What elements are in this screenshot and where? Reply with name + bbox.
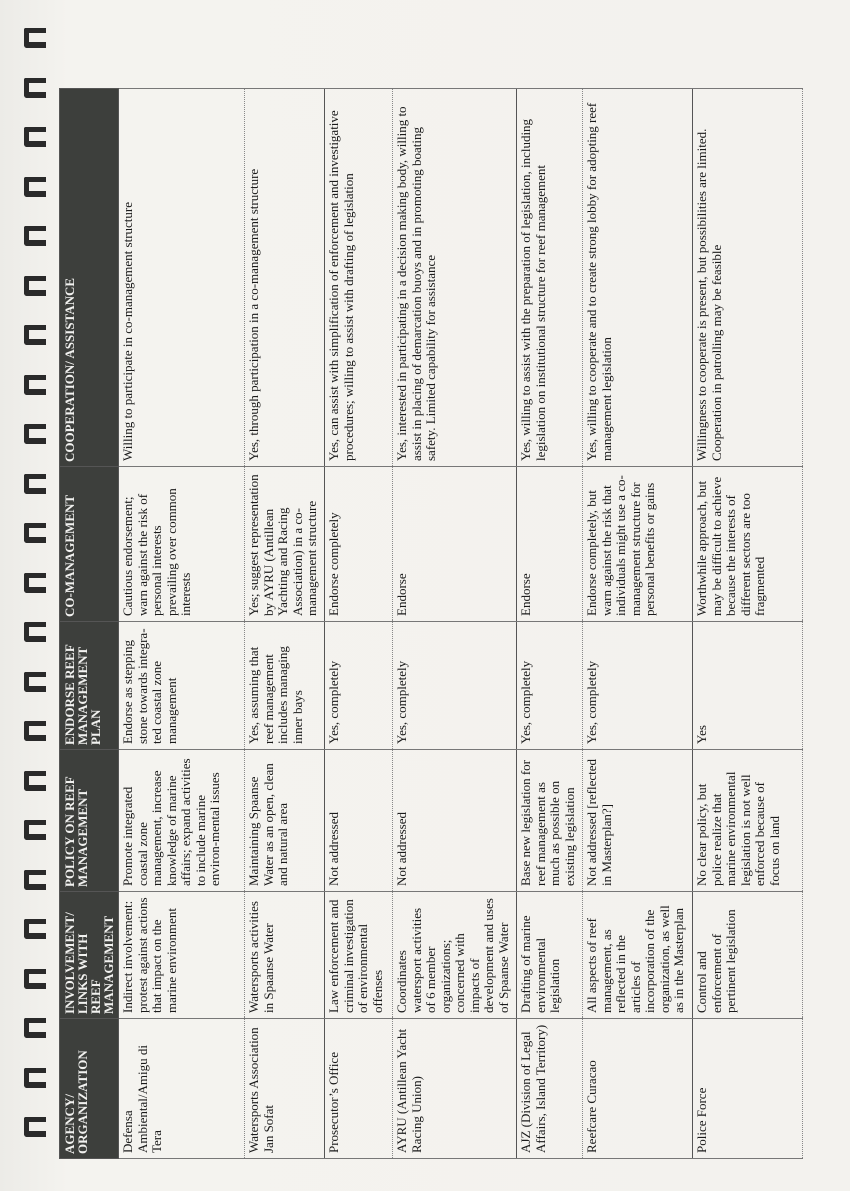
cell-comanagement: Worthwhile approach, but may be difficult to achieve because the interests of different sectors are too fragmented — [693, 467, 803, 622]
cell-agency: Police Force — [693, 1019, 803, 1159]
cell-agency: AJZ (Division of Legal Affairs, Island Territory) — [517, 1019, 583, 1159]
cell-agency: Watersports Association Jan Sofat — [245, 1019, 325, 1159]
cell-endorse: Yes, assuming that reef management includes managing inner bays — [245, 622, 325, 750]
cell-policy: Base new legislation for reef management as much as possible on existing legislation — [517, 750, 583, 892]
cell-policy: Not addressed — [393, 750, 517, 892]
binding-ring — [24, 870, 46, 890]
cell-comanagement: Endorse completely — [325, 467, 393, 622]
stakeholder-table — [59, 88, 803, 1159]
cell-involvement: Indirect involvement: protest against actions that impact on the marine environment — [119, 892, 245, 1019]
cell-cooperation: Yes, can assist with simplification of enforcement and investigative procedures; willing to assist with drafting of legislation — [325, 89, 393, 467]
cell-policy: Promote integrated coastal zone management, increase knowledge of marine affairs; expand activities to include marine environ-mental issues — [119, 750, 245, 892]
cell-involvement: Control and enforcement of pertinent legislation — [693, 892, 803, 1019]
cell-endorse: Yes, completely — [393, 622, 517, 750]
cell-involvement: Watersports activities in Spaanse Water — [245, 892, 325, 1019]
binding-ring — [24, 424, 46, 444]
cell-agency: Prosecutor’s Office — [325, 1019, 393, 1159]
table-row — [393, 89, 517, 1159]
binding-ring — [24, 1068, 46, 1088]
binding-ring — [24, 622, 46, 642]
cell-endorse: Yes, completely — [583, 622, 693, 750]
table-row — [245, 89, 325, 1159]
header-policy: POLICY ON REEF MANAGEMENT — [60, 750, 119, 892]
binding-ring — [24, 28, 46, 48]
table-row — [583, 89, 693, 1159]
cell-involvement: Coordinates watersport activities of 6 member organizations; concerned with impacts of development and uses of Spaanse Water — [393, 892, 517, 1019]
cell-cooperation: Yes, through participation in a co-management structure — [245, 89, 325, 467]
header-involvement: INVOLVEMENT/ LINKS WITH REEF MANAGEMENT — [60, 892, 119, 1019]
rotated-table-container — [59, 89, 790, 1159]
binding-ring — [24, 325, 46, 345]
cell-comanagement: Endorse — [517, 467, 583, 622]
binding-ring — [24, 573, 46, 593]
header-endorse: ENDORSE REEF MANAGEMENT PLAN — [60, 622, 119, 750]
binding-ring — [24, 523, 46, 543]
binding-ring — [24, 820, 46, 840]
binding-ring — [24, 78, 46, 98]
binding-ring — [24, 1018, 46, 1038]
cell-agency: Defensa Ambiental/Amigu di Tera — [119, 1019, 245, 1159]
header-agency: AGENCY/ ORGANIZATION — [60, 1019, 119, 1159]
cell-cooperation: Yes, willing to assist with the preparation of legislation, including legislation on institutional structure for reef management — [517, 89, 583, 467]
cell-policy: Maintaining Spaanse Water as an open, clean and natural area — [245, 750, 325, 892]
binding-ring — [24, 721, 46, 741]
binding-ring — [24, 672, 46, 692]
header-row — [60, 89, 119, 1159]
cell-comanagement: Yes; suggest representation by AYRU (Antillean Yachting and Racing Association) in a co-management structure — [245, 467, 325, 622]
binding-ring — [24, 969, 46, 989]
cell-agency: AYRU (Antillean Yacht Racing Union) — [393, 1019, 517, 1159]
binding-ring — [24, 127, 46, 147]
cell-endorse: Endorse as stepping stone towards integra-ted coastal zone management — [119, 622, 245, 750]
cell-involvement: Drafting of marine environmental legislation — [517, 892, 583, 1019]
cell-policy: No clear policy, but police realize that marine environmental legislation is not well enforced because of focus on land — [693, 750, 803, 892]
cell-comanagement: Cautious endorsement; warn against the risk of personal interests prevailing over common interests — [119, 467, 245, 622]
cell-comanagement: Endorse — [393, 467, 517, 622]
cell-cooperation: Yes, interested in participating in a decision making body, willing to assist in placing of demarcation buoys and in promoting boating safety. Limited capability for assistance — [393, 89, 517, 467]
cell-cooperation: Yes, willing to cooperate and to create strong lobby for adopting reef management legislation — [583, 89, 693, 467]
cell-endorse: Yes, completely — [517, 622, 583, 750]
cell-cooperation: Willingness to cooperate is present, but possibilities are limited. Cooperation in patrolling may be feasible — [693, 89, 803, 467]
cell-involvement: Law enforcement and criminal investigation of environmental offenses — [325, 892, 393, 1019]
cell-involvement: All aspects of reef management, as reflected in the articles of incorporation of the organization, as well as in the Masterplan — [583, 892, 693, 1019]
binding-ring — [24, 771, 46, 791]
cell-comanagement: Endorse completely, but warn against the risk that individuals might use a co-management structure for personal benefits or gains — [583, 467, 693, 622]
spiral-binding — [18, 20, 58, 1170]
cell-cooperation: Willing to participate in co-management structure — [119, 89, 245, 467]
table-row — [517, 89, 583, 1159]
cell-policy: Not addressed — [325, 750, 393, 892]
cell-endorse: Yes, completely — [325, 622, 393, 750]
binding-ring — [24, 919, 46, 939]
binding-ring — [24, 1117, 46, 1137]
table-row — [119, 89, 245, 1159]
cell-policy: Not addressed [reflected in Masterplan?] — [583, 750, 693, 892]
binding-ring — [24, 226, 46, 246]
header-cooperation: COOPERATION/ ASSISTANCE — [60, 89, 119, 467]
cell-endorse: Yes — [693, 622, 803, 750]
binding-ring — [24, 474, 46, 494]
cell-agency: Reefcare Curacao — [583, 1019, 693, 1159]
binding-ring — [24, 276, 46, 296]
header-comanagement: CO-MANAGEMENT — [60, 467, 119, 622]
table-row — [693, 89, 803, 1159]
table-row — [325, 89, 393, 1159]
binding-ring — [24, 375, 46, 395]
binding-ring — [24, 177, 46, 197]
